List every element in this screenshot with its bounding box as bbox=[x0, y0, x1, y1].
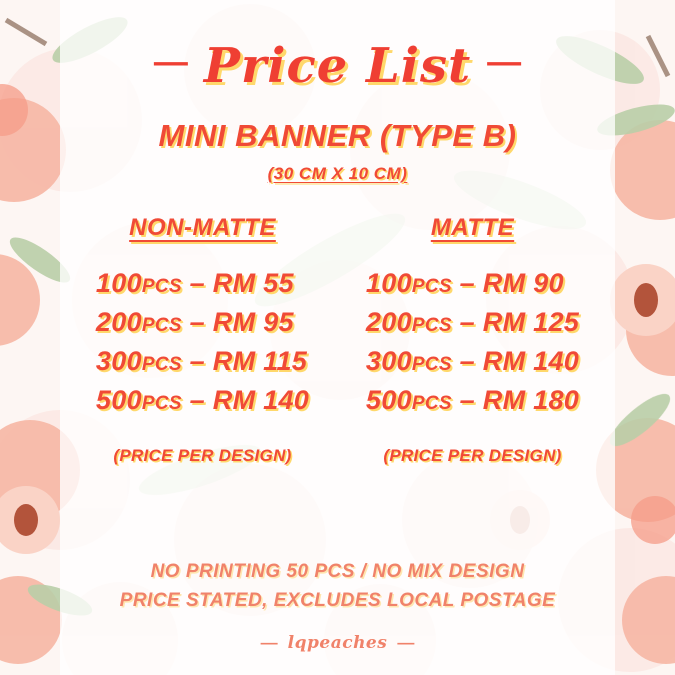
qty: 100 bbox=[365, 268, 412, 298]
price-columns bbox=[0, 214, 675, 466]
separator: – bbox=[459, 307, 475, 337]
column-heading-non-matte: NON-MATTE bbox=[129, 214, 276, 241]
unit: PCS bbox=[411, 393, 452, 414]
price-rows-non-matte bbox=[96, 268, 309, 416]
column-heading-matte: MATTE bbox=[430, 214, 515, 241]
separator: – bbox=[189, 307, 205, 337]
price-row bbox=[96, 385, 309, 416]
qty: 100 bbox=[95, 268, 142, 298]
separator: – bbox=[459, 268, 475, 298]
price-column-matte bbox=[338, 214, 608, 466]
separator: – bbox=[459, 385, 475, 415]
separator: – bbox=[189, 346, 205, 376]
price-rows-matte bbox=[366, 268, 579, 416]
unit: PCS bbox=[411, 315, 452, 336]
unit: PCS bbox=[411, 276, 452, 297]
price-row bbox=[366, 346, 579, 377]
title-dash-right: — bbox=[487, 43, 522, 81]
price-row bbox=[96, 307, 309, 338]
unit: PCS bbox=[141, 354, 182, 375]
separator: – bbox=[189, 385, 205, 415]
product-dimensions: (30 CM X 10 CM) bbox=[267, 164, 408, 183]
price: RM 115 bbox=[212, 346, 308, 376]
unit: PCS bbox=[141, 315, 182, 336]
price-row bbox=[366, 268, 579, 299]
title-row bbox=[154, 38, 521, 94]
price-column-non-matte bbox=[68, 214, 338, 466]
price-row bbox=[366, 307, 579, 338]
price: RM 125 bbox=[482, 307, 580, 337]
shop-handle-row bbox=[261, 633, 415, 653]
column-note-matte: (PRICE PER DESIGN) bbox=[383, 446, 562, 465]
price: RM 140 bbox=[482, 346, 580, 376]
price: RM 95 bbox=[212, 307, 294, 337]
unit: PCS bbox=[141, 393, 182, 414]
product-subtitle: MINI BANNER (TYPE B) bbox=[158, 118, 517, 153]
price: RM 90 bbox=[482, 268, 564, 298]
qty: 500 bbox=[365, 385, 412, 415]
qty: 300 bbox=[95, 346, 142, 376]
separator: – bbox=[459, 346, 475, 376]
page-title: Price List bbox=[203, 38, 472, 94]
price-row bbox=[96, 268, 309, 299]
title-dash-left: — bbox=[153, 43, 188, 81]
footer bbox=[0, 561, 675, 653]
column-note-non-matte: (PRICE PER DESIGN) bbox=[113, 446, 292, 465]
separator: – bbox=[189, 268, 205, 298]
unit: PCS bbox=[141, 276, 182, 297]
price-row bbox=[96, 346, 309, 377]
shop-handle: lqpeaches bbox=[287, 633, 388, 653]
qty: 300 bbox=[365, 346, 412, 376]
price: RM 180 bbox=[482, 385, 580, 415]
price: RM 55 bbox=[212, 268, 294, 298]
qty: 200 bbox=[95, 307, 142, 337]
unit: PCS bbox=[411, 354, 452, 375]
footer-line-1: NO PRINTING 50 PCS / NO MIX DESIGN bbox=[150, 561, 525, 582]
price: RM 140 bbox=[212, 385, 310, 415]
qty: 200 bbox=[365, 307, 412, 337]
handle-dash-right: — bbox=[397, 633, 415, 652]
handle-dash-left: — bbox=[260, 633, 278, 652]
qty: 500 bbox=[95, 385, 142, 415]
footer-line-2: PRICE STATED, EXCLUDES LOCAL POSTAGE bbox=[119, 590, 556, 611]
price-row bbox=[366, 385, 579, 416]
